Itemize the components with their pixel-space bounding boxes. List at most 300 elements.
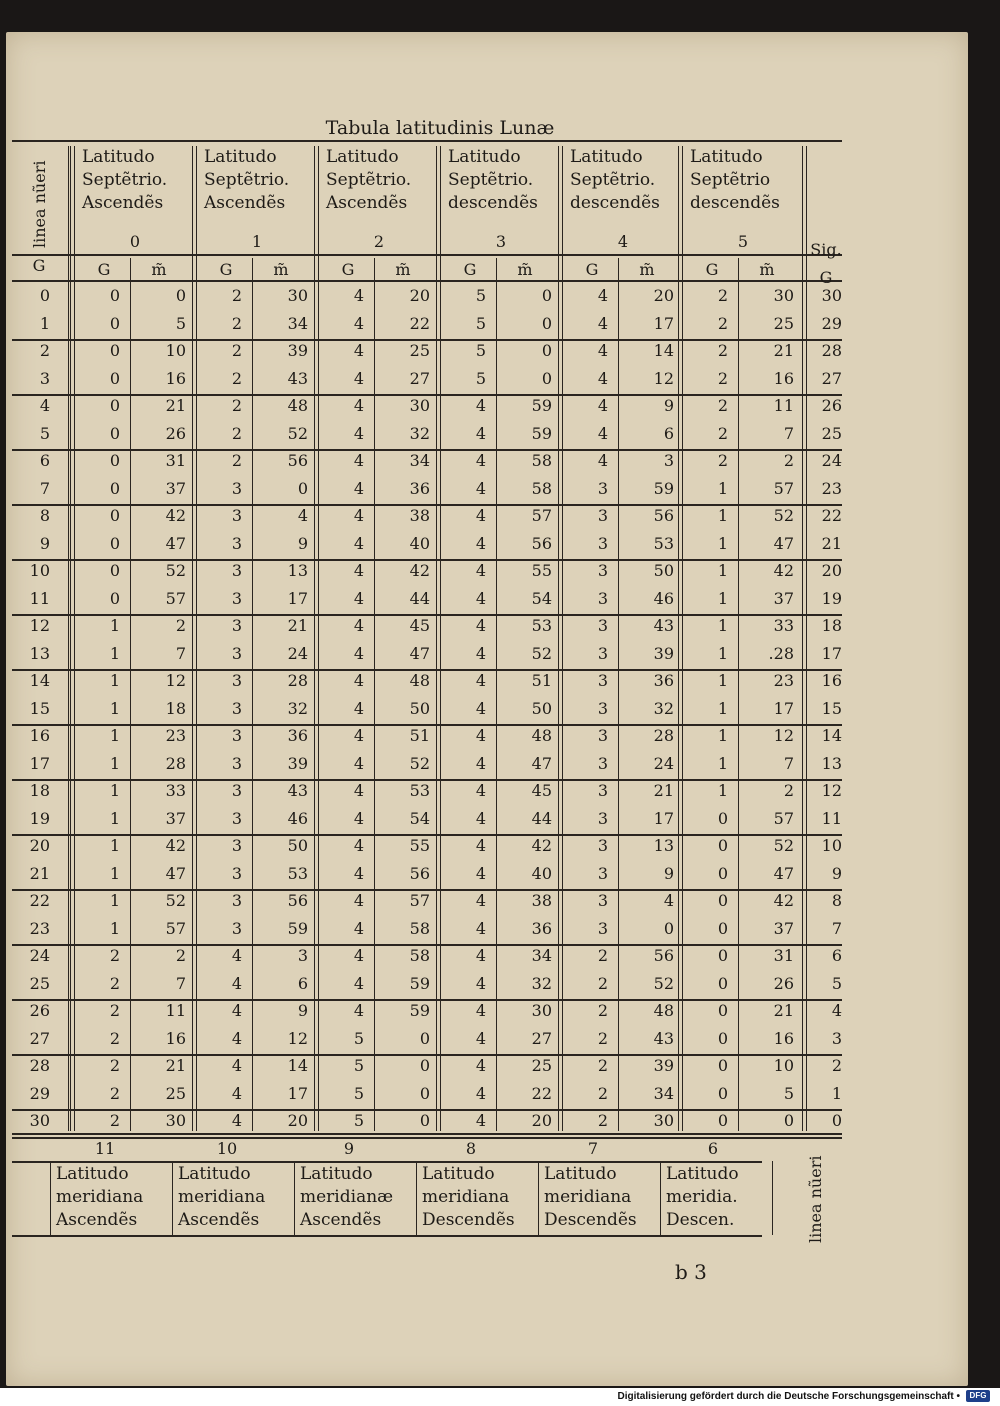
table-cell-degrees: 4 xyxy=(353,836,364,855)
table-cell-degrees: 4 xyxy=(353,946,364,965)
table-cell-degrees: 2 xyxy=(231,341,242,360)
table-cell-minutes: 14 xyxy=(653,341,674,360)
degree-index: 23 xyxy=(29,918,50,938)
table-cell-minutes: 21 xyxy=(165,396,186,415)
table-cell-minutes: 31 xyxy=(773,946,794,965)
minute-unit-label: m̃ xyxy=(151,260,167,279)
column-rule xyxy=(562,146,563,1131)
table-cell-degrees: 3 xyxy=(231,588,242,608)
column-rule xyxy=(196,146,197,1131)
table-cell-minutes: 55 xyxy=(531,561,552,580)
table-cell-degrees: 4 xyxy=(475,918,486,938)
degree-unit-label: G xyxy=(341,260,355,279)
degree-index-right: 28 xyxy=(821,341,842,360)
degree-index: 10 xyxy=(29,561,50,580)
table-cell-minutes: 30 xyxy=(287,286,308,305)
degree-index-right: 10 xyxy=(821,836,842,855)
table-cell-degrees: 1 xyxy=(109,753,120,773)
table-cell-minutes: 39 xyxy=(653,643,674,663)
table-cell-minutes: 17 xyxy=(653,313,674,333)
degree-index-right: 24 xyxy=(821,451,842,470)
degree-index: 28 xyxy=(29,1056,50,1075)
table-cell-minutes: 55 xyxy=(409,836,430,855)
minute-unit-label: m̃ xyxy=(517,260,533,279)
table-cell-degrees: 4 xyxy=(475,616,486,635)
table-cell-degrees: 4 xyxy=(353,643,364,663)
table-cell-degrees: 2 xyxy=(717,341,728,360)
table-cell-degrees: 4 xyxy=(475,451,486,470)
table-cell-minutes: 53 xyxy=(653,533,674,553)
degree-unit-label: G xyxy=(463,260,477,279)
footer-bar xyxy=(0,1388,1000,1406)
table-cell-degrees: 4 xyxy=(597,368,608,388)
table-cell-minutes: 2 xyxy=(175,946,186,965)
table-cell-minutes: 43 xyxy=(287,368,308,388)
table-cell-minutes: 42 xyxy=(773,891,794,910)
table-cell-minutes: 9 xyxy=(663,863,674,883)
table-cell-minutes: 56 xyxy=(409,863,430,883)
table-cell-degrees: 3 xyxy=(597,671,608,690)
table-cell-minutes: 38 xyxy=(409,506,430,525)
degree-index-right: 0 xyxy=(831,1111,842,1130)
table-cell-degrees: 5 xyxy=(475,368,486,388)
table-cell-minutes: 34 xyxy=(287,313,308,333)
bottom-sign-number: 11 xyxy=(94,1138,116,1158)
right-g-label: G xyxy=(819,268,833,287)
table-cell-degrees: 4 xyxy=(353,588,364,608)
table-cell-degrees: 3 xyxy=(597,506,608,525)
table-cell-degrees: 0 xyxy=(717,1001,728,1020)
degree-index-right: 30 xyxy=(821,286,842,305)
table-cell-degrees: 4 xyxy=(475,478,486,498)
table-cell-minutes: 53 xyxy=(531,616,552,635)
table-cell-minutes: 7 xyxy=(783,753,794,773)
table-cell-minutes: 28 xyxy=(287,671,308,690)
table-cell-degrees: 4 xyxy=(231,1028,242,1048)
table-cell-degrees: 2 xyxy=(231,451,242,470)
table-cell-minutes: 59 xyxy=(531,423,552,443)
table-cell-degrees: 4 xyxy=(475,423,486,443)
bottom-sign-number: 7 xyxy=(587,1138,599,1158)
table-cell-degrees: 4 xyxy=(475,1056,486,1075)
table-cell-minutes: 7 xyxy=(175,643,186,663)
table-cell-minutes: 34 xyxy=(409,451,430,470)
table-cell-degrees: 3 xyxy=(597,478,608,498)
table-cell-degrees: 2 xyxy=(231,423,242,443)
table-cell-minutes: 0 xyxy=(541,341,552,360)
table-cell-degrees: 1 xyxy=(717,478,728,498)
footer-credit: Digitalisierung gefördert durch die Deutsche Forschungsgemeinschaft • xyxy=(617,1391,960,1402)
table-cell-minutes: 51 xyxy=(409,726,430,745)
degree-index: 13 xyxy=(29,643,50,663)
table-cell-minutes: 10 xyxy=(165,341,186,360)
table-cell-minutes: 12 xyxy=(165,671,186,690)
minute-unit-label: m̃ xyxy=(639,260,655,279)
column-rule xyxy=(74,146,75,1131)
table-cell-minutes: 25 xyxy=(165,1083,186,1103)
table-cell-minutes: 7 xyxy=(175,973,186,993)
table-cell-minutes: 36 xyxy=(409,478,430,498)
table-cell-minutes: 59 xyxy=(531,396,552,415)
table-cell-minutes: 21 xyxy=(165,1056,186,1075)
table-cell-degrees: 2 xyxy=(109,1083,120,1103)
table-cell-minutes: 57 xyxy=(409,891,430,910)
table-cell-degrees: 0 xyxy=(109,313,120,333)
table-cell-minutes: 54 xyxy=(409,808,430,828)
table-cell-minutes: 57 xyxy=(773,478,794,498)
table-cell-minutes: 17 xyxy=(287,1083,308,1103)
degree-index-right: 29 xyxy=(821,313,842,333)
degree-index: 29 xyxy=(29,1083,50,1103)
table-cell-minutes: 52 xyxy=(409,753,430,773)
table-cell-degrees: 0 xyxy=(109,396,120,415)
table-cell-minutes: 2 xyxy=(783,781,794,800)
table-cell-minutes: 47 xyxy=(773,533,794,553)
table-cell-degrees: 2 xyxy=(717,286,728,305)
degree-index-right: 4 xyxy=(831,1001,842,1020)
column-rule xyxy=(68,146,69,1131)
table-cell-degrees: 1 xyxy=(109,726,120,745)
table-cell-minutes: 30 xyxy=(531,1001,552,1020)
table-cell-degrees: 3 xyxy=(231,643,242,663)
table-cell-minutes: 21 xyxy=(287,616,308,635)
table-cell-degrees: 2 xyxy=(109,1056,120,1075)
degree-index: 18 xyxy=(29,781,50,800)
bottom-column-rule xyxy=(50,1161,51,1235)
column-rule xyxy=(802,146,803,1131)
column-header: Latitudo Septẽtrio descendẽs xyxy=(690,147,780,213)
bottom-sign-rule xyxy=(12,1133,842,1135)
table-cell-minutes: 50 xyxy=(409,698,430,718)
bottom-column-header: Latitudo meridiana Descendẽs xyxy=(422,1163,515,1230)
bottom-column-rule xyxy=(660,1161,661,1235)
table-cell-minutes: 43 xyxy=(653,1028,674,1048)
table-cell-minutes: 48 xyxy=(409,671,430,690)
table-cell-minutes: 13 xyxy=(653,836,674,855)
table-cell-minutes: 21 xyxy=(773,341,794,360)
column-rule xyxy=(314,146,315,1131)
table-cell-minutes: 32 xyxy=(287,698,308,718)
table-cell-degrees: 2 xyxy=(597,1083,608,1103)
bottom-header-rule xyxy=(12,1235,762,1237)
table-cell-degrees: 4 xyxy=(231,1083,242,1103)
table-cell-minutes: 57 xyxy=(165,588,186,608)
table-cell-minutes: 27 xyxy=(409,368,430,388)
table-cell-degrees: 2 xyxy=(231,313,242,333)
table-cell-degrees: 3 xyxy=(597,698,608,718)
table-cell-minutes: 20 xyxy=(287,1111,308,1130)
table-cell-minutes: 2 xyxy=(783,451,794,470)
table-cell-minutes: 58 xyxy=(409,918,430,938)
table-cell-degrees: 4 xyxy=(353,533,364,553)
minute-unit-label: m̃ xyxy=(273,260,289,279)
table-cell-minutes: 46 xyxy=(287,808,308,828)
table-cell-minutes: 42 xyxy=(409,561,430,580)
column-rule xyxy=(678,146,679,1131)
table-cell-degrees: 0 xyxy=(717,1111,728,1130)
table-cell-degrees: 4 xyxy=(353,753,364,773)
degree-index: 26 xyxy=(29,1001,50,1020)
table-cell-minutes: 17 xyxy=(653,808,674,828)
table-cell-degrees: 2 xyxy=(109,973,120,993)
table-cell-degrees: 2 xyxy=(597,1001,608,1020)
degree-unit-label: G xyxy=(585,260,599,279)
table-cell-degrees: 2 xyxy=(717,313,728,333)
table-cell-minutes: 43 xyxy=(653,616,674,635)
table-cell-degrees: 4 xyxy=(353,368,364,388)
bottom-column-rule xyxy=(772,1161,773,1235)
table-cell-minutes: 33 xyxy=(773,616,794,635)
table-cell-minutes: 50 xyxy=(653,561,674,580)
degree-index: 1 xyxy=(39,313,50,333)
table-cell-minutes: 34 xyxy=(653,1083,674,1103)
table-cell-minutes: 5 xyxy=(783,1083,794,1103)
degree-index-right: 19 xyxy=(821,588,842,608)
degree-index: 19 xyxy=(29,808,50,828)
table-cell-degrees: 0 xyxy=(717,891,728,910)
table-cell-degrees: 3 xyxy=(231,561,242,580)
degree-unit-label: G xyxy=(97,260,111,279)
degree-index: 7 xyxy=(39,478,50,498)
table-cell-degrees: 4 xyxy=(475,973,486,993)
table-cell-minutes: 20 xyxy=(531,1111,552,1130)
table-cell-degrees: 2 xyxy=(231,368,242,388)
table-cell-degrees: 1 xyxy=(109,918,120,938)
table-cell-degrees: 4 xyxy=(353,1001,364,1020)
table-cell-minutes: 50 xyxy=(531,698,552,718)
degree-index-right: 6 xyxy=(831,946,842,965)
table-cell-degrees: 1 xyxy=(109,643,120,663)
table-cell-minutes: 40 xyxy=(531,863,552,883)
table-cell-minutes: 12 xyxy=(653,368,674,388)
column-rule xyxy=(558,146,559,1131)
table-cell-degrees: 4 xyxy=(353,451,364,470)
table-cell-minutes: 17 xyxy=(773,698,794,718)
degree-index: 22 xyxy=(29,891,50,910)
table-cell-minutes: 45 xyxy=(531,781,552,800)
table-cell-minutes: 43 xyxy=(287,781,308,800)
table-cell-degrees: 4 xyxy=(475,561,486,580)
table-cell-degrees: 3 xyxy=(597,918,608,938)
table-cell-minutes: 30 xyxy=(165,1111,186,1130)
table-cell-degrees: 0 xyxy=(717,1056,728,1075)
table-cell-minutes: 0 xyxy=(297,478,308,498)
table-cell-degrees: 1 xyxy=(109,671,120,690)
degree-index: 20 xyxy=(29,836,50,855)
degree-index: 0 xyxy=(39,286,50,305)
table-cell-minutes: .28 xyxy=(768,643,794,663)
table-cell-minutes: 25 xyxy=(409,341,430,360)
table-cell-minutes: 22 xyxy=(409,313,430,333)
table-cell-minutes: 47 xyxy=(165,533,186,553)
signature-mark: b 3 xyxy=(675,1260,707,1284)
table-cell-minutes: 56 xyxy=(531,533,552,553)
table-cell-degrees: 4 xyxy=(597,341,608,360)
table-cell-degrees: 2 xyxy=(717,368,728,388)
sign-row-rule xyxy=(12,254,842,256)
table-cell-degrees: 4 xyxy=(475,946,486,965)
table-cell-degrees: 1 xyxy=(717,726,728,745)
table-cell-minutes: 12 xyxy=(287,1028,308,1048)
table-cell-degrees: 3 xyxy=(597,533,608,553)
table-cell-minutes: 37 xyxy=(773,588,794,608)
table-cell-degrees: 3 xyxy=(231,836,242,855)
table-cell-minutes: 3 xyxy=(663,451,674,470)
table-cell-degrees: 1 xyxy=(109,863,120,883)
table-cell-minutes: 20 xyxy=(409,286,430,305)
column-header: Latitudo Septẽtrio. Ascendẽs xyxy=(204,147,290,213)
table-cell-degrees: 4 xyxy=(475,643,486,663)
table-cell-degrees: 0 xyxy=(717,836,728,855)
table-cell-minutes: 47 xyxy=(773,863,794,883)
table-cell-minutes: 53 xyxy=(409,781,430,800)
table-cell-degrees: 4 xyxy=(475,726,486,745)
column-header: Latitudo Septẽtrio. Ascendẽs xyxy=(82,147,168,213)
table-cell-degrees: 3 xyxy=(597,561,608,580)
table-cell-minutes: 25 xyxy=(531,1056,552,1075)
left-g-label: G xyxy=(32,256,46,275)
bottom-column-header: Latitudo meridia. Descen. xyxy=(666,1163,739,1230)
table-cell-degrees: 5 xyxy=(353,1083,364,1103)
table-cell-minutes: 30 xyxy=(773,286,794,305)
table-cell-degrees: 4 xyxy=(231,1001,242,1020)
table-cell-degrees: 5 xyxy=(475,286,486,305)
table-cell-degrees: 4 xyxy=(475,781,486,800)
bottom-column-header: Latitudo meridiana Ascendẽs xyxy=(56,1163,144,1230)
degree-index-right: 8 xyxy=(831,891,842,910)
column-header: Latitudo Septẽtrio. descendẽs xyxy=(448,147,538,213)
table-cell-minutes: 52 xyxy=(531,643,552,663)
table-cell-minutes: 52 xyxy=(165,561,186,580)
bottom-column-header: Latitudo meridianæ Ascendẽs xyxy=(300,1163,394,1230)
table-cell-degrees: 4 xyxy=(353,478,364,498)
degree-index-right: 1 xyxy=(831,1083,842,1103)
table-cell-degrees: 4 xyxy=(353,341,364,360)
table-cell-degrees: 1 xyxy=(717,533,728,553)
table-cell-minutes: 39 xyxy=(287,753,308,773)
table-cell-minutes: 57 xyxy=(773,808,794,828)
table-cell-degrees: 1 xyxy=(109,836,120,855)
table-cell-minutes: 0 xyxy=(419,1028,430,1048)
table-cell-degrees: 2 xyxy=(717,423,728,443)
table-cell-minutes: 12 xyxy=(773,726,794,745)
table-cell-minutes: 42 xyxy=(165,836,186,855)
table-cell-minutes: 20 xyxy=(653,286,674,305)
column-rule xyxy=(192,146,193,1131)
table-cell-minutes: 26 xyxy=(773,973,794,993)
table-cell-degrees: 0 xyxy=(717,918,728,938)
table-cell-degrees: 4 xyxy=(475,753,486,773)
degree-index-right: 17 xyxy=(821,643,842,663)
table-cell-minutes: 59 xyxy=(409,973,430,993)
table-cell-minutes: 37 xyxy=(165,478,186,498)
table-cell-minutes: 7 xyxy=(783,423,794,443)
table-cell-minutes: 36 xyxy=(653,671,674,690)
table-cell-degrees: 4 xyxy=(353,561,364,580)
degree-index-right: 2 xyxy=(831,1056,842,1075)
table-cell-degrees: 0 xyxy=(109,588,120,608)
table-cell-minutes: 0 xyxy=(175,286,186,305)
table-cell-degrees: 1 xyxy=(717,616,728,635)
column-rule xyxy=(318,146,319,1131)
table-cell-degrees: 3 xyxy=(231,698,242,718)
table-cell-degrees: 4 xyxy=(475,1083,486,1103)
degree-index-right: 16 xyxy=(821,671,842,690)
table-cell-minutes: 57 xyxy=(531,506,552,525)
table-cell-minutes: 16 xyxy=(165,1028,186,1048)
table-cell-degrees: 2 xyxy=(597,1028,608,1048)
table-cell-degrees: 4 xyxy=(353,918,364,938)
table-cell-minutes: 16 xyxy=(773,1028,794,1048)
table-cell-degrees: 1 xyxy=(109,891,120,910)
degree-index: 2 xyxy=(39,341,50,360)
table-cell-minutes: 24 xyxy=(653,753,674,773)
table-cell-degrees: 4 xyxy=(475,836,486,855)
dfg-logo: DFG xyxy=(966,1390,990,1402)
table-cell-minutes: 16 xyxy=(165,368,186,388)
table-cell-minutes: 52 xyxy=(165,891,186,910)
table-cell-degrees: 3 xyxy=(231,671,242,690)
degree-index: 12 xyxy=(29,616,50,635)
table-cell-degrees: 4 xyxy=(353,423,364,443)
table-cell-minutes: 6 xyxy=(297,973,308,993)
table-cell-minutes: 38 xyxy=(531,891,552,910)
table-cell-degrees: 2 xyxy=(597,1056,608,1075)
degree-index: 4 xyxy=(39,396,50,415)
table-cell-degrees: 3 xyxy=(231,506,242,525)
minute-unit-label: m̃ xyxy=(395,260,411,279)
table-cell-minutes: 2 xyxy=(175,616,186,635)
table-cell-degrees: 4 xyxy=(353,781,364,800)
table-cell-minutes: 23 xyxy=(165,726,186,745)
table-cell-degrees: 0 xyxy=(717,1028,728,1048)
column-rule xyxy=(440,146,441,1131)
degree-index: 21 xyxy=(29,863,50,883)
table-cell-minutes: 22 xyxy=(531,1083,552,1103)
table-cell-degrees: 4 xyxy=(475,698,486,718)
table-cell-degrees: 2 xyxy=(717,396,728,415)
bottom-column-rule xyxy=(538,1161,539,1235)
table-cell-minutes: 18 xyxy=(165,698,186,718)
table-cell-minutes: 37 xyxy=(165,808,186,828)
table-cell-degrees: 3 xyxy=(231,808,242,828)
degree-index-right: 14 xyxy=(821,726,842,745)
degree-index: 15 xyxy=(29,698,50,718)
degree-index-right: 13 xyxy=(821,753,842,773)
table-cell-degrees: 0 xyxy=(109,286,120,305)
table-cell-minutes: 42 xyxy=(165,506,186,525)
table-cell-degrees: 1 xyxy=(717,753,728,773)
bottom-column-rule xyxy=(416,1161,417,1235)
table-cell-minutes: 56 xyxy=(653,506,674,525)
degree-index: 14 xyxy=(29,671,50,690)
table-cell-degrees: 4 xyxy=(353,671,364,690)
table-cell-degrees: 3 xyxy=(231,891,242,910)
degree-index: 8 xyxy=(39,506,50,525)
table-cell-minutes: 47 xyxy=(165,863,186,883)
table-cell-minutes: 59 xyxy=(653,478,674,498)
degree-index-right: 27 xyxy=(821,368,842,388)
table-cell-degrees: 3 xyxy=(597,588,608,608)
degree-index-right: 3 xyxy=(831,1028,842,1048)
table-cell-degrees: 3 xyxy=(231,863,242,883)
table-cell-degrees: 2 xyxy=(597,946,608,965)
table-cell-degrees: 3 xyxy=(597,836,608,855)
degree-unit-label: G xyxy=(705,260,719,279)
table-cell-degrees: 3 xyxy=(597,781,608,800)
table-cell-degrees: 0 xyxy=(109,451,120,470)
table-cell-degrees: 3 xyxy=(597,616,608,635)
